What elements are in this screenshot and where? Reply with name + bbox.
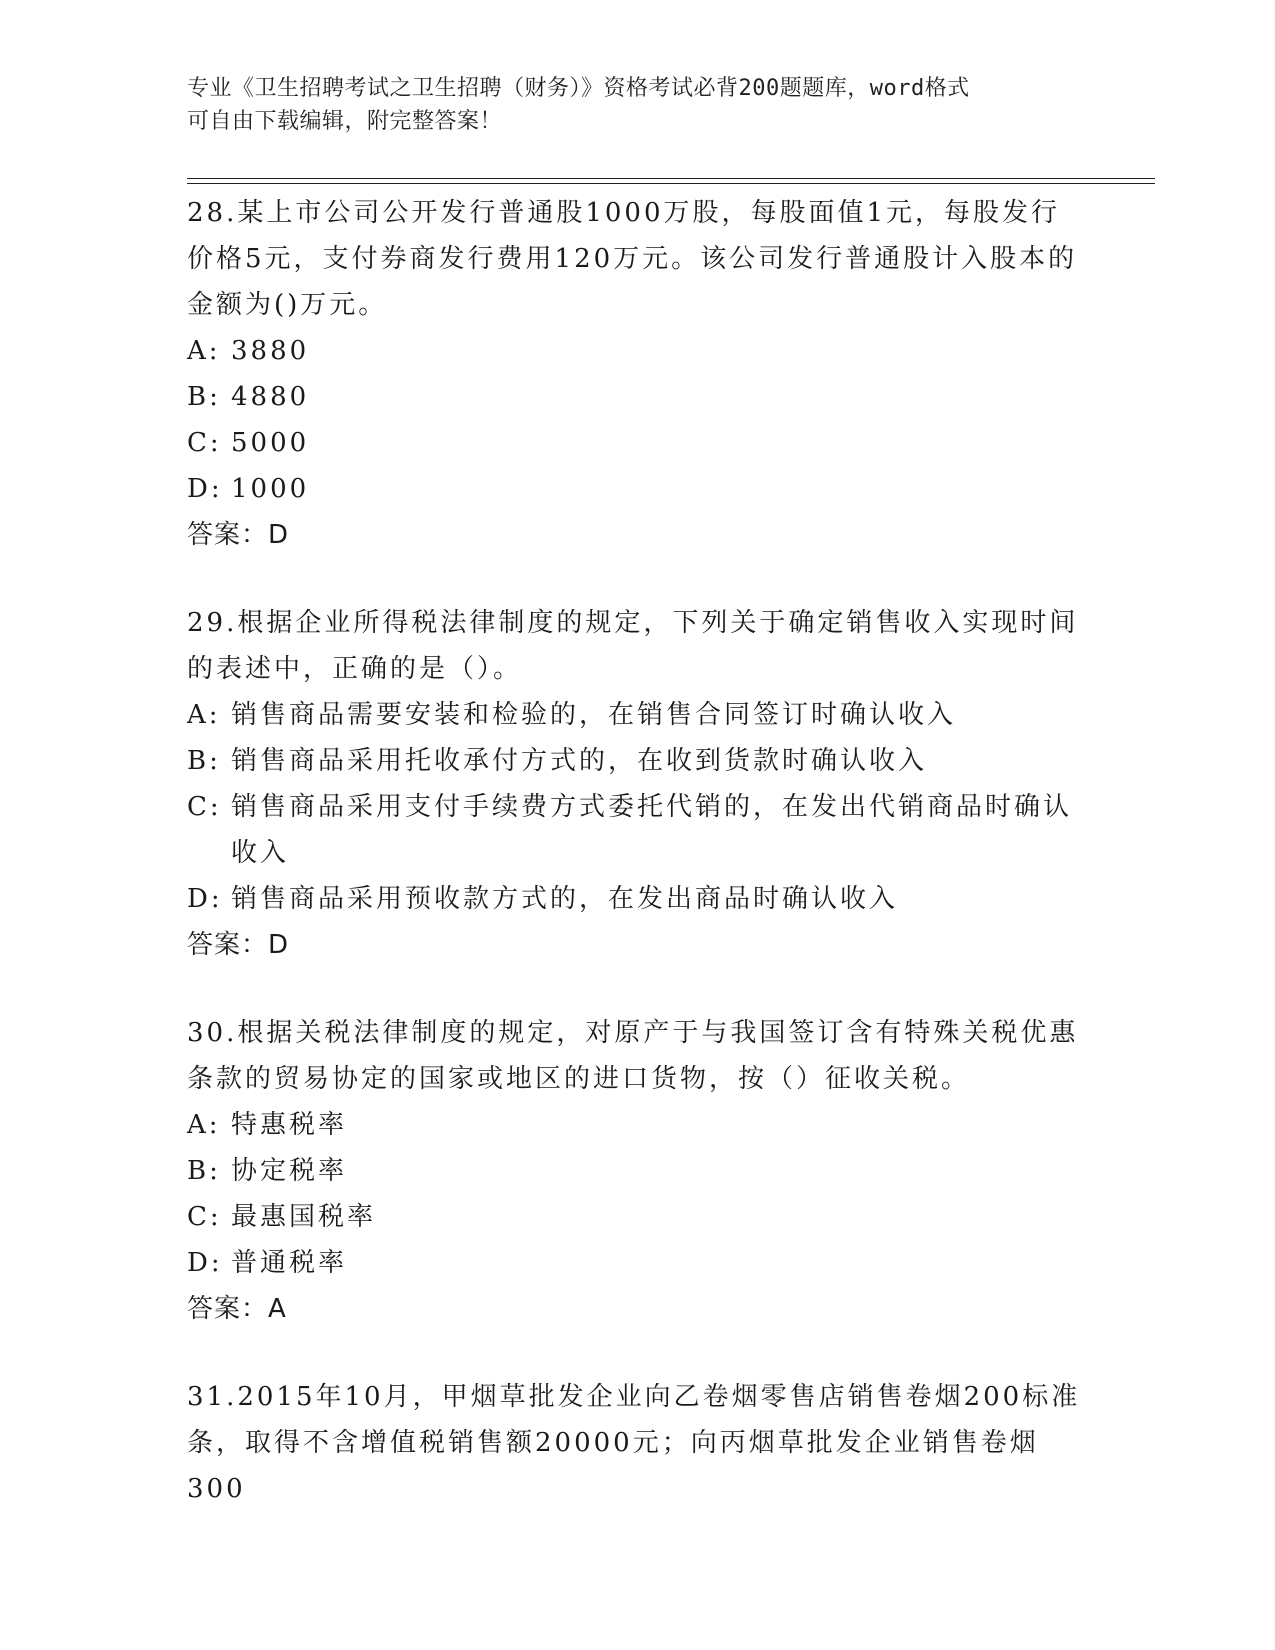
option-a xyxy=(187,692,1087,738)
question-text: 28.某上市公司公开发行普通股1000万股，每股面值1元，每股发行价格5元，支付券商发行费用120万元。该公司发行普通股计入股本的金额为()万元。 xyxy=(187,198,1078,320)
header-divider-bottom xyxy=(187,183,1155,184)
question-item xyxy=(187,1374,1087,1512)
answer-line: 答案：D xyxy=(187,520,290,550)
question-text: 29.根据企业所得税法律制度的规定，下列关于确定销售收入实现时间的表述中，正确的是（）。 xyxy=(187,608,1079,684)
option-text: 协定税率 xyxy=(231,1156,348,1186)
option-key: D: xyxy=(187,884,223,914)
option-b xyxy=(187,738,1087,784)
option-text: 特惠税率 xyxy=(231,1110,348,1140)
option-key: C: xyxy=(187,428,222,458)
option-a xyxy=(187,1102,1087,1148)
option-text: 普通税率 xyxy=(231,1248,348,1278)
option-c xyxy=(187,420,1087,466)
option-text: 3880 xyxy=(231,336,310,366)
option-text: 销售商品需要安装和检验的，在销售合同签订时确认收入 xyxy=(231,700,957,730)
question-item xyxy=(187,600,1087,968)
option-text: 1000 xyxy=(231,474,310,504)
option-d xyxy=(187,876,1087,922)
option-key: A: xyxy=(187,336,221,366)
option-key: A: xyxy=(187,1110,221,1140)
option-a xyxy=(187,328,1087,374)
option-key: A: xyxy=(187,700,221,730)
option-key: B: xyxy=(187,382,221,412)
question-text: 30.根据关税法律制度的规定，对原产于与我国签订含有特殊关税优惠条款的贸易协定的国家或地区的进口货物，按（）征收关税。 xyxy=(187,1018,1079,1094)
option-b xyxy=(187,374,1087,420)
option-text: 销售商品采用预收款方式的，在发出商品时确认收入 xyxy=(231,884,899,914)
option-text: 销售商品采用托收承付方式的，在收到货款时确认收入 xyxy=(231,746,928,776)
option-text: 销售商品采用支付手续费方式委托代销的，在发出代销商品时确认收入 xyxy=(231,792,1073,868)
header-divider-top xyxy=(187,178,1155,179)
option-c xyxy=(187,784,1087,876)
option-b xyxy=(187,1148,1087,1194)
option-text: 最惠国税率 xyxy=(231,1202,377,1232)
question-item xyxy=(187,1010,1087,1332)
header-line-1: 专业《卫生招聘考试之卫生招聘（财务）》资格考试必背200题题库，word格式 xyxy=(187,76,970,101)
option-key: C: xyxy=(187,792,222,822)
option-c xyxy=(187,1194,1087,1240)
answer-line: 答案：D xyxy=(187,930,290,960)
option-key: D: xyxy=(187,474,223,504)
header-line-2: 可自由下载编辑，附完整答案！ xyxy=(187,109,503,134)
option-key: C: xyxy=(187,1202,222,1232)
question-item xyxy=(187,190,1087,558)
option-key: B: xyxy=(187,746,221,776)
option-text: 5000 xyxy=(231,428,310,458)
option-d xyxy=(187,1240,1087,1286)
option-key: B: xyxy=(187,1156,221,1186)
question-text: 31.2015年10月，甲烟草批发企业向乙卷烟零售店销售卷烟200标准条，取得不含增值税销售额20000元；向丙烟草批发企业销售卷烟300 xyxy=(187,1382,1081,1504)
option-text: 4880 xyxy=(231,382,310,412)
option-d xyxy=(187,466,1087,512)
answer-line: 答案：A xyxy=(187,1294,287,1324)
question-list xyxy=(187,190,1087,1554)
option-key: D: xyxy=(187,1248,223,1278)
document-header xyxy=(187,72,1087,138)
